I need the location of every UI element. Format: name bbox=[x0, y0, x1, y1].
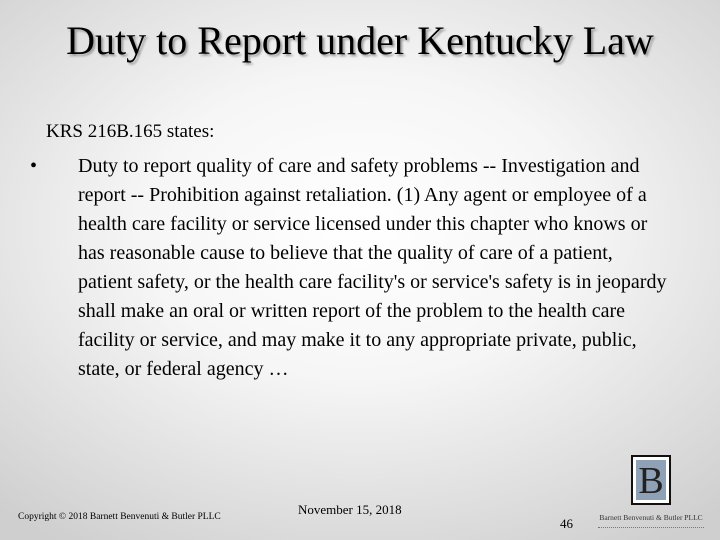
logo-letter: B bbox=[638, 460, 664, 502]
logo-divider bbox=[598, 527, 704, 528]
bullet-list bbox=[30, 152, 670, 384]
firm-logo bbox=[596, 455, 706, 535]
page-number: 46 bbox=[560, 516, 573, 531]
statute-citation: KRS 216B.165 states: bbox=[46, 121, 215, 142]
bullet-item bbox=[30, 152, 670, 384]
logo-firm-name: Barnett Benvenuti & Butler PLLC bbox=[599, 513, 703, 522]
firm-logo-icon bbox=[631, 455, 671, 505]
slide-title: Duty to Report under Kentucky Law bbox=[66, 18, 654, 63]
bullet-marker: • bbox=[30, 155, 38, 177]
copyright-notice: Copyright © 2018 Barnett Benvenuti & Butler PLLC bbox=[18, 512, 221, 522]
presentation-date: November 15, 2018 bbox=[298, 502, 402, 517]
bullet-text: Duty to report quality of care and safety problems -- Investigation and report -- Prohibition against retaliation. (1) Any agent or employee of a health care facility or service licensed under this chapter who knows or has reasonable cause to believe that the quality of care of a patient, patient safety, or the health care facility's or service's safety is in jeopardy shall make an oral or written report of the problem to the health care facility or service, and may make it to any appropriate private, public, state, or federal agency … bbox=[78, 155, 667, 380]
